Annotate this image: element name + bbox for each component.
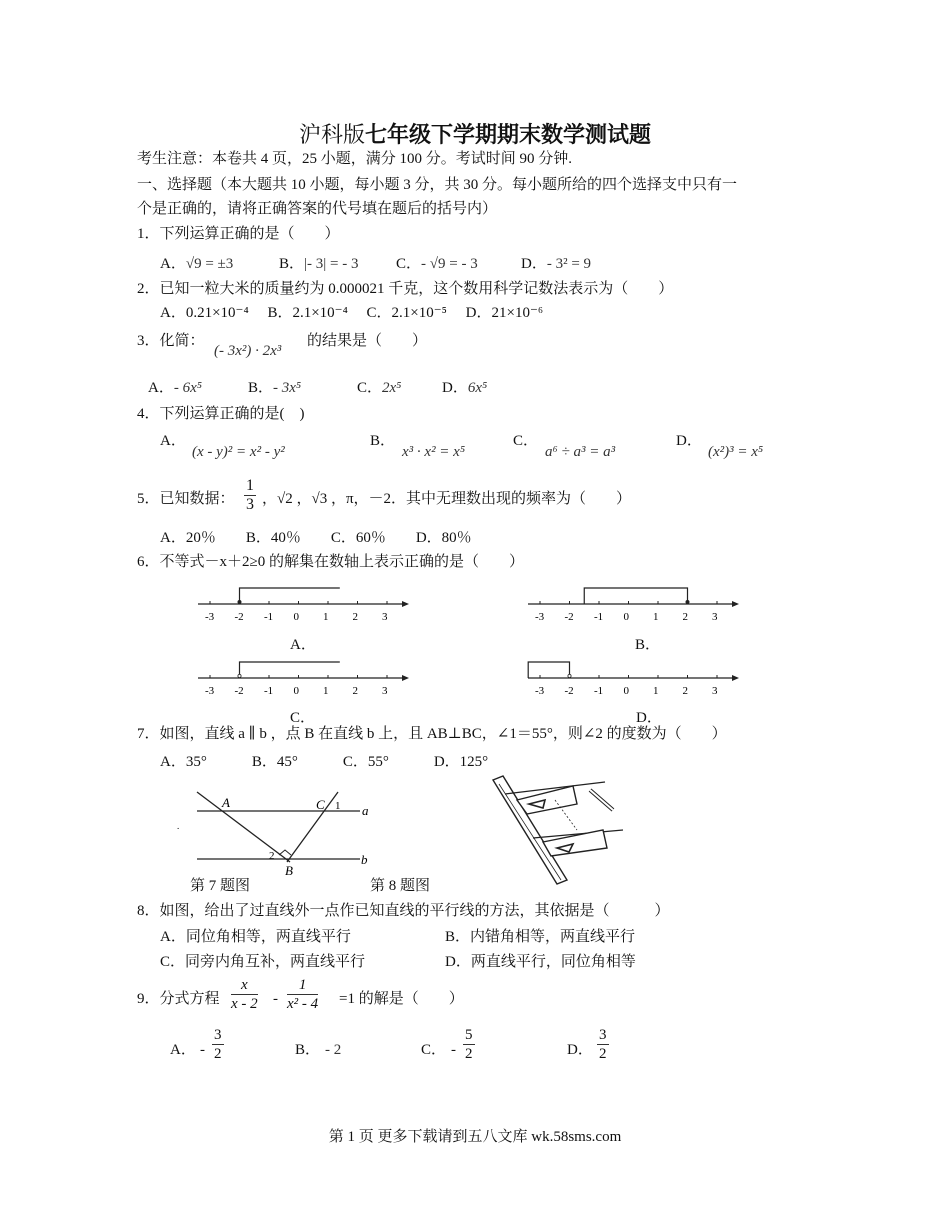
q9-d-num: 3: [599, 1027, 607, 1043]
label-a-point: A: [222, 795, 230, 810]
axis-arrow-c: [402, 675, 409, 681]
q8-option-d: D．两直线平行，同位角相等: [445, 954, 636, 970]
segment-bc: [287, 792, 338, 862]
q6-b-label: B．: [635, 637, 661, 653]
tick-label-a-2: -1: [264, 611, 274, 623]
q2-options: A．0.21×10⁻⁴ B．2.1×10⁻⁴ C．2.1×10⁻⁵ D．21×10⁻⁶: [160, 305, 544, 321]
q1-d-expr: - 3² = 9: [546, 256, 592, 272]
q1-a-label: A．: [160, 256, 186, 272]
interval-b: [584, 588, 687, 604]
right-angle-mark: [279, 850, 291, 855]
q3-b-label: B．: [248, 380, 274, 396]
q4-b-label: B．: [370, 433, 396, 449]
mark-dot: .: [177, 821, 180, 831]
q5-options: A．20％ B．40％ C．60％ D．80％: [160, 530, 472, 546]
q1-b-label: B．: [279, 256, 305, 272]
q9-fraction-1: [231, 976, 258, 1013]
tick-label-d-4: 1: [653, 685, 659, 697]
section1-header-line1: 一、选择题（本大题共 10 小题，每小题 3 分，共 30 分。每小题所给的四个选择支中只有一: [137, 177, 738, 193]
q4-a-label: A．: [160, 433, 186, 449]
q7-options: A．35° B．45° C．55° D．125°: [160, 754, 489, 770]
q1-a-expr: √9 = ±3: [185, 256, 234, 272]
axis-arrow-b: [732, 601, 739, 607]
q9-f1-den: x - 2: [231, 996, 258, 1012]
title-main: 七年级下学期期末数学测试题: [365, 122, 652, 147]
page-footer: 第 1 页 更多下载请到五八文库 wk.58sms.com: [328, 1129, 622, 1145]
q6-stem: 6．不等式－x＋2≥0 的解集在数轴上表示正确的是（ ）: [137, 554, 524, 570]
q9-c-label: C．: [421, 1042, 447, 1058]
q9-d-label: D．: [567, 1042, 593, 1058]
q9-a-fraction: [212, 1026, 224, 1063]
q3-expression: (- 3x²) · 2x³: [214, 343, 282, 359]
q9-c-fraction: [463, 1026, 475, 1063]
set-square-top: [517, 786, 577, 814]
segment-ab: [197, 792, 290, 862]
q9-a-den: 2: [214, 1046, 222, 1062]
q9-a-num: 3: [214, 1027, 222, 1043]
q4-stem: 4．下列运算正确的是( ): [137, 406, 305, 422]
tick-label-d-3: 0: [623, 685, 629, 697]
q7-stem: 7．如图，直线 a ∥ b ，点 B 在直线 b 上，且 AB⊥BC，∠1＝55°，则∠2 的度数为（ ）: [137, 726, 727, 742]
label-angle-2: 2: [269, 850, 275, 862]
label-angle-1: 1: [335, 800, 341, 812]
q1-c-label: C．: [396, 256, 422, 272]
q5-frac-den: 3: [246, 496, 254, 513]
tick-label-b-3: 0: [623, 611, 629, 623]
q3-c-expr: 2x⁵: [382, 380, 402, 396]
q5-frac-num: 1: [246, 477, 254, 494]
q6-c-label: C．: [290, 710, 316, 726]
q4-c-expr: a⁶ ÷ a³ = a³: [545, 444, 616, 460]
q3-stem-post: 的结果是（ ）: [307, 333, 428, 349]
interval-c: [240, 662, 340, 678]
tick-label-c-6: 3: [382, 685, 388, 697]
tick-label-b-2: -1: [594, 611, 604, 623]
exam-notice: 考生注意：本卷共 4 页，25 小题，满分 100 分。考试时间 90 分钟.: [137, 151, 573, 167]
q6-a-label: A．: [290, 637, 316, 653]
tick-label-c-2: -1: [264, 685, 274, 697]
q9-b-expr: - 2: [325, 1042, 342, 1058]
q4-b-expr: x³ · x² = x⁵: [402, 444, 466, 460]
axis-arrow-d: [732, 675, 739, 681]
q9-d-fraction: [597, 1026, 609, 1063]
tick-label-c-1: -2: [234, 685, 244, 697]
tick-label-b-0: -3: [535, 611, 545, 623]
tick-label-b-4: 1: [653, 611, 659, 623]
q9-d-den: 2: [599, 1046, 607, 1062]
tick-label-a-3: 0: [293, 611, 299, 623]
q9-c-sign: -: [451, 1042, 456, 1058]
label-line-a: a: [362, 803, 369, 818]
q9-b-label: B．: [295, 1042, 321, 1058]
q9-stem-pre: 9．分式方程: [137, 991, 220, 1007]
tick-label-c-5: 2: [352, 685, 358, 697]
tick-label-d-2: -1: [594, 685, 604, 697]
label-c-point: C: [316, 797, 325, 812]
q9-fraction-2: [287, 976, 318, 1013]
tick-label-a-0: -3: [205, 611, 215, 623]
q9-c-den: 2: [465, 1046, 473, 1062]
q8-option-c: C．同旁内角互补，两直线平行: [160, 954, 366, 970]
q9-c-num: 5: [465, 1027, 473, 1043]
q1-d-label: D．: [521, 256, 547, 272]
q9-a-label: A．: [170, 1042, 196, 1058]
tick-label-b-6: 3: [712, 611, 718, 623]
label-b-point: B: [285, 863, 293, 878]
label-line-b: b: [361, 852, 368, 867]
tick-label-d-0: -3: [535, 685, 545, 697]
q9-f1-num: x: [231, 976, 258, 995]
q1-b-expr: |- 3| = - 3: [304, 256, 359, 272]
interval-a: [240, 588, 340, 604]
tick-label-b-1: -2: [564, 611, 574, 623]
q8-option-a: A．同位角相等，两直线平行: [160, 929, 351, 945]
section1-header-line2: 个是正确的，请将正确答案的代号填在题后的括号内）: [137, 201, 498, 217]
q1-c-expr: - √9 = - 3: [421, 256, 478, 272]
tick-label-c-4: 1: [323, 685, 329, 697]
q5-stem-rest: ，√2 ，√3 ，π，－2．其中无理数出现的频率为（ ）: [262, 491, 632, 507]
figure-8: [485, 770, 635, 890]
tick-label-d-6: 3: [712, 685, 718, 697]
tick-label-c-3: 0: [293, 685, 299, 697]
q3-d-label: D．: [442, 380, 468, 396]
tick-label-b-5: 2: [682, 611, 688, 623]
q3-c-label: C．: [357, 380, 383, 396]
endpoint-c: [238, 674, 241, 677]
q8-option-b: B．内错角相等，两直线平行: [445, 929, 636, 945]
q9-f2-den: x² - 4: [287, 996, 319, 1012]
tick-label-c-0: -3: [205, 685, 215, 697]
tick-label-d-1: -2: [564, 685, 574, 697]
q6-d-label: D．: [636, 710, 662, 726]
fig8-caption: 第 8 题图: [370, 878, 431, 894]
q9-f2-num: 1: [287, 976, 318, 995]
q4-a-expr: (x - y)² = x² - y²: [192, 444, 285, 460]
q3-stem-pre: 3．化简：: [137, 333, 205, 349]
q9-minus: -: [273, 991, 278, 1007]
q5-stem-pre: 5．已知数据：: [137, 491, 235, 507]
title-prefix: 沪科版: [298, 122, 365, 147]
q1-stem: 1．下列运算正确的是（ ）: [137, 226, 340, 242]
q4-d-label: D．: [676, 433, 702, 449]
q3-d-expr: 6x⁵: [467, 380, 488, 396]
q8-stem: 8．如图，给出了过直线外一点作已知直线的平行线的方法，其依据是（ ）: [137, 903, 670, 919]
tick-label-a-5: 2: [352, 611, 358, 623]
fig7-caption: 第 7 题图: [190, 878, 251, 894]
endpoint-a: [238, 600, 241, 603]
endpoint-b: [686, 600, 689, 603]
q9-stem-post: =1 的解是（ ）: [339, 991, 464, 1007]
figure-7: [175, 780, 375, 880]
q3-a-label: A．: [148, 380, 174, 396]
q9-a-sign: -: [200, 1042, 205, 1058]
tick-label-a-1: -2: [234, 611, 244, 623]
tick-label-a-4: 1: [323, 611, 329, 623]
q4-c-label: C．: [513, 433, 539, 449]
axis-arrow-a: [402, 601, 409, 607]
tick-label-d-5: 2: [682, 685, 688, 697]
interval-d: [528, 662, 569, 678]
endpoint-d: [568, 674, 571, 677]
q3-a-expr: - 6x⁵: [173, 380, 202, 396]
q3-b-expr: - 3x⁵: [273, 380, 302, 396]
q2-stem: 2．已知一粒大米的质量约为 0.000021 千克，这个数用科学记数法表示为（ ）: [137, 281, 674, 297]
q4-d-expr: (x²)³ = x⁵: [708, 444, 764, 460]
tick-label-a-6: 3: [382, 611, 388, 623]
